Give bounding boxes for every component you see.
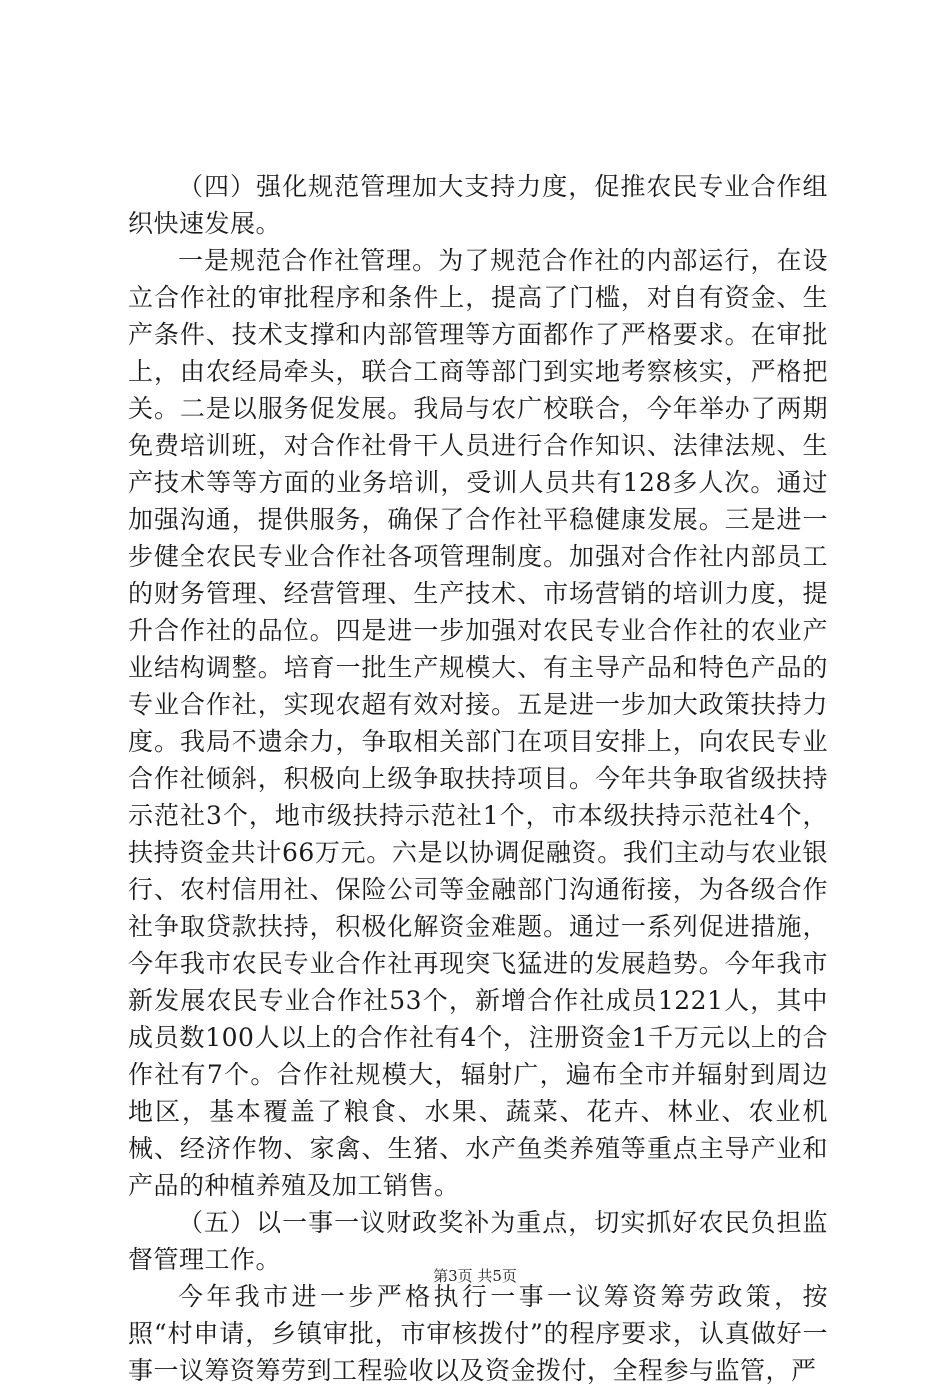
section-heading-5: （五）以一事一议财政奖补为重点，切实抓好农民负担监督管理工作。 — [128, 1208, 828, 1274]
page-number-footer: 第3页 共5页 — [433, 1267, 517, 1285]
body-paragraph-cooperatives: 一是规范合作社管理。为了规范合作社的内部运行，在设立合作社的审批程序和条件上，提高了门槛，对自有资金、生产条件、技术支撑和内部管理等方面都作了严格要求。在审批上，由农经局牵头，联合工商等部门到实地考察核实，严格把关。二是以服务促发展。我局与农广校联合，今年举办了两期免费培训班，对合作社骨干人员进行合作知识、法律法规、生产技术等等方面的业务培训，受训人员共有128多人次。通过加强沟通，提供服务，确保了合作社平稳健康发展。三是进一步健全农民专业合作社各项管理制度。加强对合作社内部员工的财务管理、经营管理、生产技术、市场营销的培训力度，提升合作社的品位。四是进一步加强对农民专业合作社的农业产业结构调整。培育一批生产规模大、有主导产品和特色产品的专业合作社，实现农超有效对接。五是进一步加大政策扶持力度。我局不遗余力，争取相关部门在项目安排上，向农民专业合作社倾斜，积极向上级争取扶持项目。今年共争取省级扶持示范社3个，地市级扶持示范社1个，市本级扶持示范社4个，扶持资金共计66万元。六是以协调促融资。我们主动与农业银行、农村信用社、保险公司等金融部门沟通衔接，为各级合作社争取贷款扶持，积极化解资金难题。通过一系列促进措施，今年我市农民专业合作社再现突飞猛进的发展趋势。今年我市新发展农民专业合作社53个，新增合作社成员1221人，其中成员数100人以上的合作社有4个，注册资金1千万元以上的合作社有7个。合作社规模大，辐射广，遍布全市并辐射到周边地区，基本覆盖了粮食、水果、蔬菜、花卉、林业、农业机械、经济作物、家禽、生猪、水产鱼类养殖等重点主导产业和产品的种植养殖及加工销售。 — [128, 246, 828, 1200]
body-paragraph-fundraising: 今年我市进一步严格执行一事一议筹资筹劳政策，按照“村申请，乡镇审批，市审核拨付”的程序要求，认真做好一事一议筹资筹劳到工程验收以及资金拨付，全程参与监管，严 — [128, 1282, 828, 1385]
document-body — [128, 168, 828, 1389]
section-heading-4: （四）强化规范管理加大支持力度，促推农民专业合作组织快速发展。 — [128, 172, 828, 238]
